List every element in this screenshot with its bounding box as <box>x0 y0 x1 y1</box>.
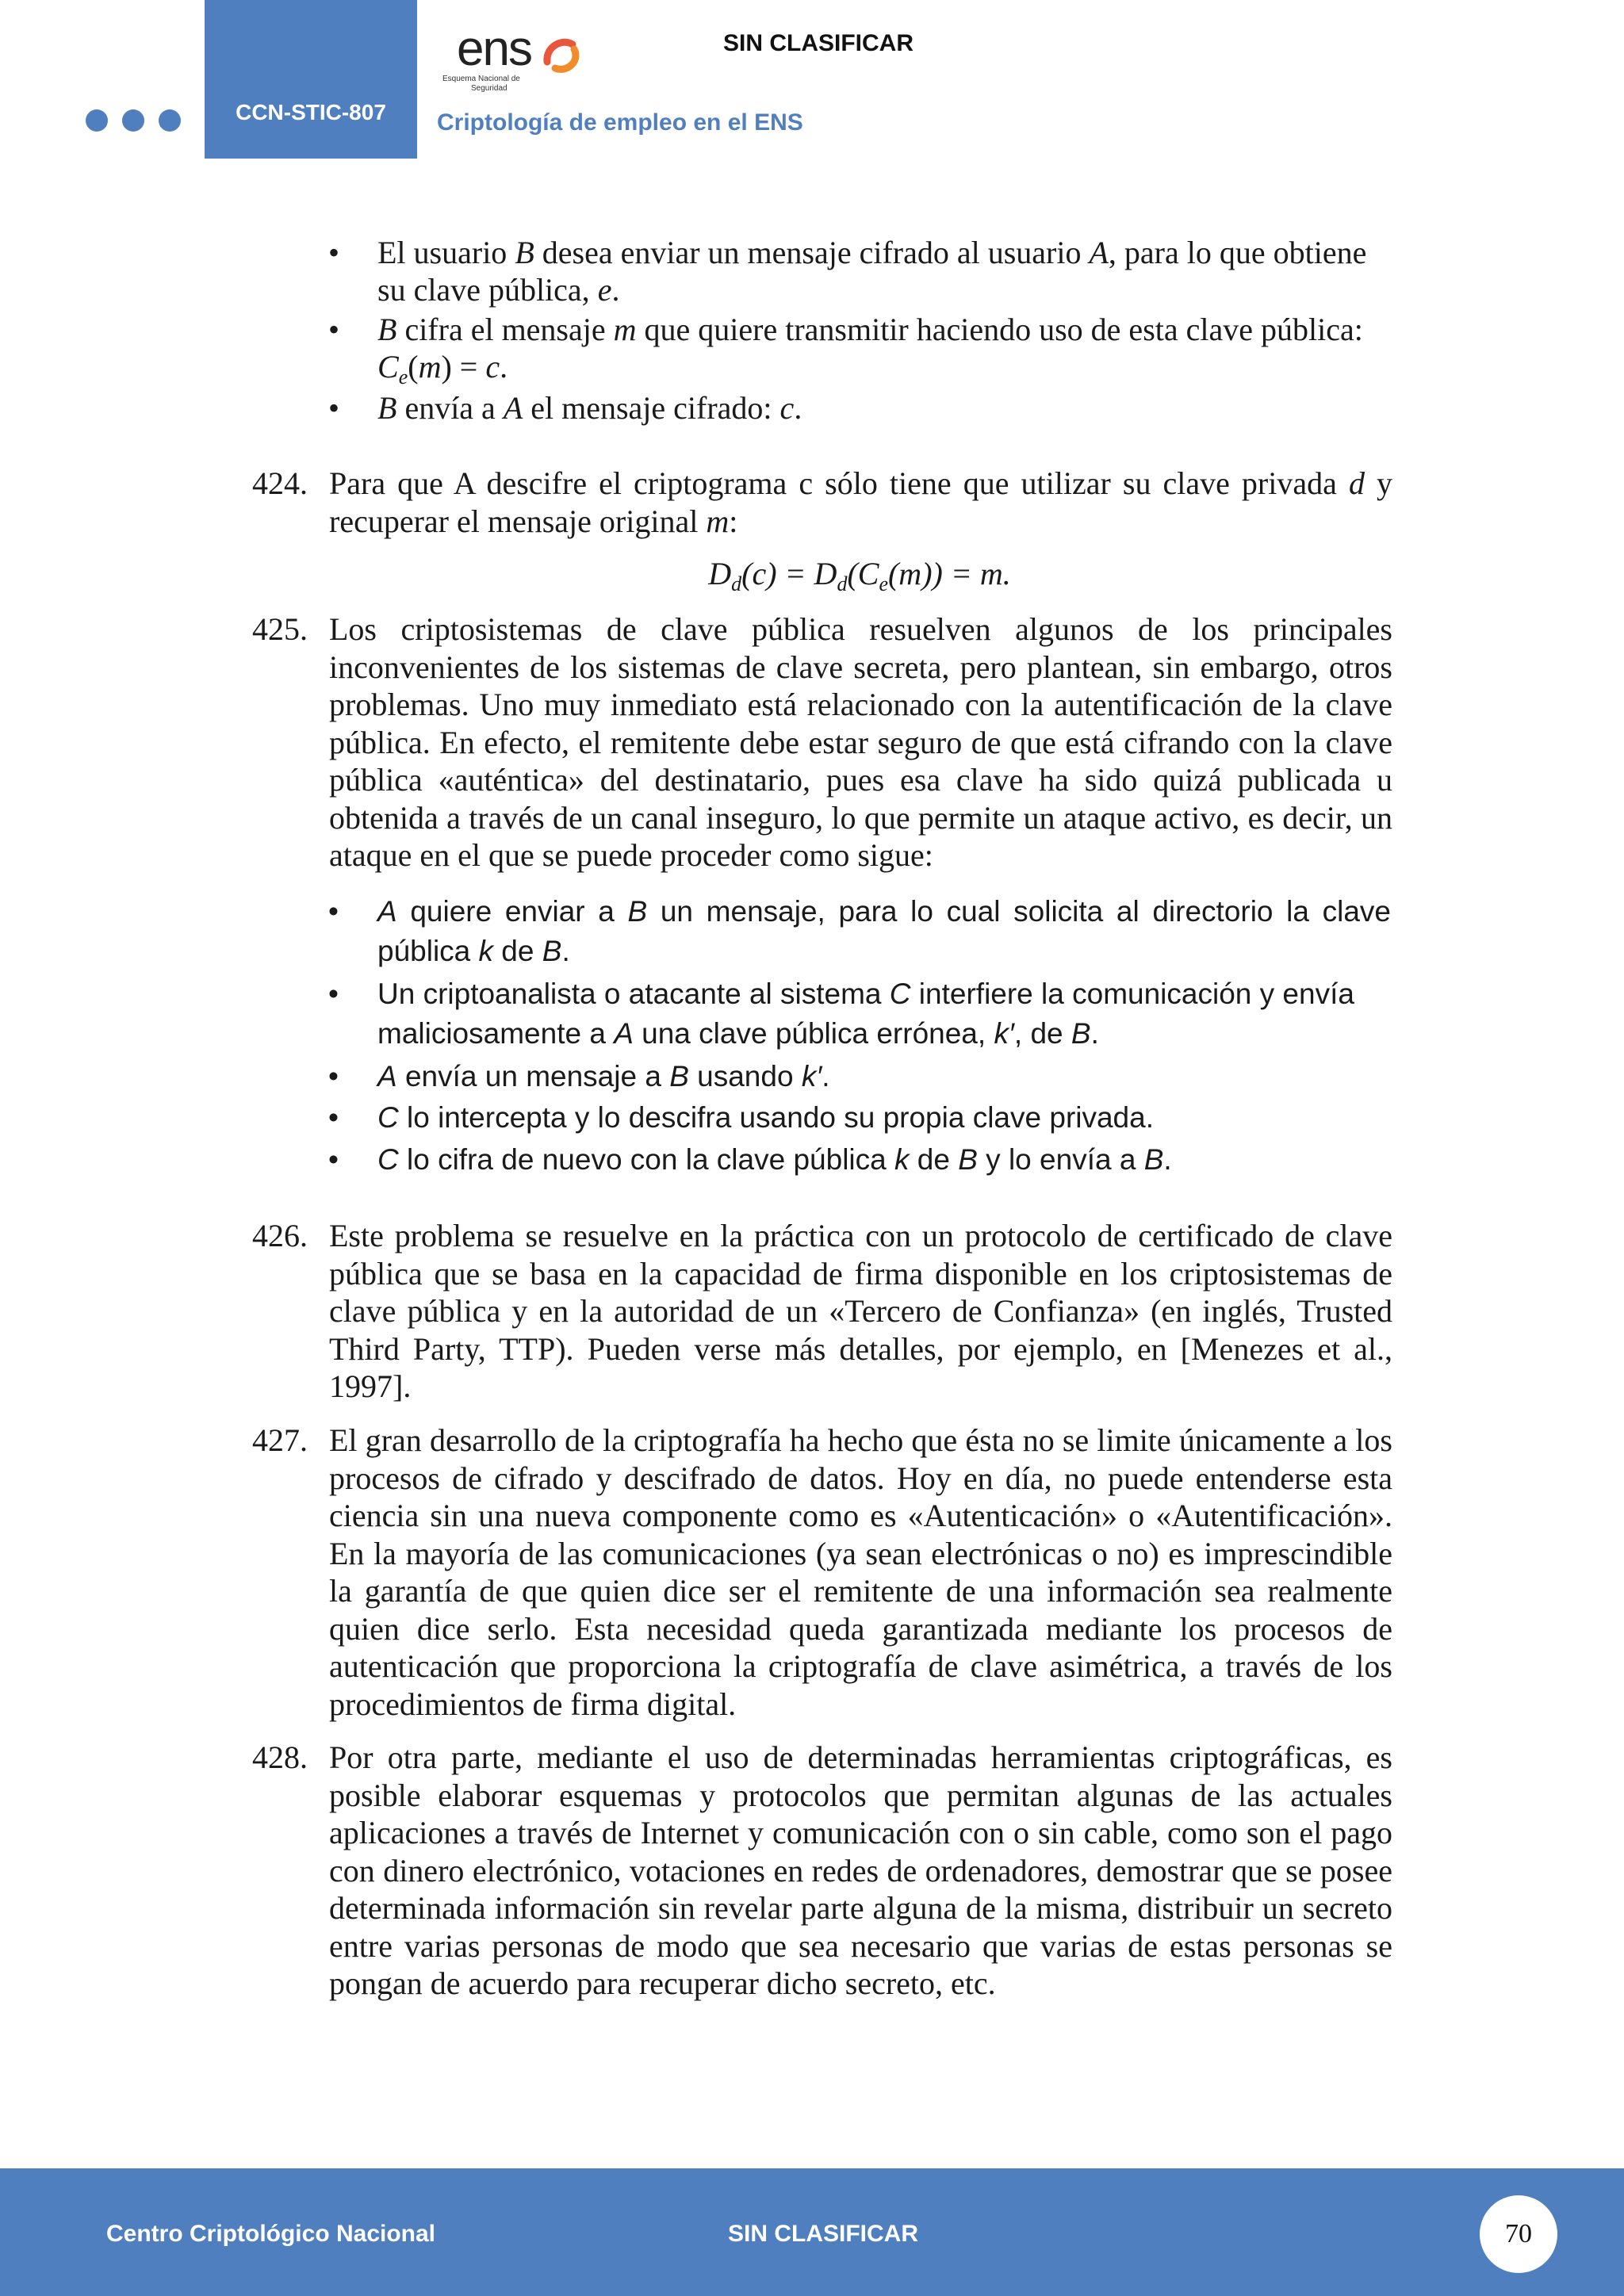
paragraph-number: 427. <box>252 1422 308 1458</box>
logo-swirl-icon <box>539 30 587 78</box>
dot-icon <box>86 109 108 132</box>
paragraph-number: 426. <box>252 1218 308 1253</box>
ens-logo <box>441 21 584 93</box>
bullet-icon: • <box>328 235 340 270</box>
list-item <box>328 1057 1391 1096</box>
logo-word: ens <box>457 21 531 76</box>
paragraph-text: El gran desarrollo de la criptografía ha hecho que ésta no se limite únicamente a los procesos de cifrado y descifrado de datos. Hoy en día, no puede entenderse esta ciencia sin una nueva componente como es «Autenticación» o «Autentificación». En la mayoría de las comunicaciones (ya sean electrónicas o no) es imprescindible la garantía de que quien dice ser el remitente de una información sea realmente quien dice serlo. Esta necesidad queda garantizada mediante los procesos de autenticación que proporciona la criptografía de clave asimétrica, a través de los procedimientos de firma digital. <box>329 1422 1392 1722</box>
header-title: Criptología de empleo en el ENS <box>437 109 803 136</box>
paragraph-426 <box>252 1217 1392 1406</box>
footer-classification: SIN CLASIFICAR <box>728 2221 918 2247</box>
dot-icon <box>122 109 144 132</box>
header-dots <box>86 109 181 132</box>
list-item <box>328 389 1391 427</box>
paragraph-number: 428. <box>252 1739 308 1775</box>
footer-org: Centro Criptológico Nacional <box>106 2221 436 2247</box>
list-item <box>328 311 1391 388</box>
list-item-text: Un criptoanalista o atacante al sistema C interfiere la comunicación y envía maliciosamente a A una clave pública errónea, k′, de B. <box>377 978 1354 1050</box>
bullet-icon: • <box>328 895 339 928</box>
list-item-text: C lo cifra de nuevo con la clave pública k de B y lo envía a B. <box>377 1143 1172 1176</box>
doc-code-box <box>205 0 417 159</box>
logo-subtitle-2: Seguridad <box>471 84 508 93</box>
list-item-text: B cifra el mensaje m que quiere transmitir haciendo uso de esta clave pública: $C_e(m) = c$. <box>377 312 1363 388</box>
formula: $D_d(c) = D_d(C_e(m)) = m$. <box>708 556 1011 595</box>
paragraph-number: 425. <box>252 611 308 647</box>
paragraph-number: 424. <box>252 465 308 501</box>
list-item <box>328 1098 1391 1138</box>
bullet-icon: • <box>328 1060 339 1093</box>
paragraph-428 <box>252 1739 1392 2003</box>
dot-icon <box>159 109 181 132</box>
paragraph-427 <box>252 1422 1392 1723</box>
list-item-text: B envía a A el mensaje cifrado: c. <box>377 390 802 426</box>
paragraph-425 <box>252 610 1392 874</box>
logo-subtitle-1: Esquema Nacional de <box>442 75 520 83</box>
page-number: 70 <box>1480 2195 1557 2273</box>
page-footer <box>0 2168 1624 2296</box>
list-item <box>328 974 1391 1054</box>
paragraph-text: Para que A descifre el criptograma c sólo tiene que utilizar su clave privada d y recuperar el mensaje original m: <box>329 465 1393 539</box>
bullet-icon: • <box>328 312 340 347</box>
paragraph-424 <box>252 465 1392 540</box>
bullet-icon: • <box>328 390 340 426</box>
list-item-text: A envía un mensaje a B usando k′. <box>377 1060 830 1093</box>
list-item-text: C lo intercepta y lo descifra usando su propia clave privada. <box>377 1101 1154 1134</box>
bullet-icon: • <box>328 1101 339 1134</box>
list-item-text: A quiere enviar a B un mensaje, para lo cual solicita al directorio la clave pública k de B. <box>377 895 1391 967</box>
list-item <box>328 234 1391 308</box>
bullet-icon: • <box>328 978 339 1010</box>
list-item-text: El usuario B desea enviar un mensaje cifrado al usuario A, para lo que obtiene su clave pública, e. <box>377 235 1367 308</box>
list-item <box>328 892 1391 971</box>
header-classification: SIN CLASIFICAR <box>723 30 914 56</box>
doc-code: CCN-STIC-807 <box>236 100 386 124</box>
paragraph-text: Los criptosistemas de clave pública resuelven algunos de los principales inconvenientes de los sistemas de clave secreta, pero plantean, sin embargo, otros problemas. Uno muy inmediato está relacionado con la autentificación de la clave pública. En efecto, el remitente debe estar seguro de que está cifrando con la clave pública «auténtica» del destinatario, pues esa clave ha sido quizá publicada u obtenida a través de un canal inseguro, lo que permite un ataque activo, es decir, un ataque en el que se puede proceder como sigue: <box>329 611 1392 873</box>
list-item <box>328 1140 1391 1180</box>
paragraph-text: Este problema se resuelve en la práctica con un protocolo de certificado de clave pública que se basa en la capacidad de firma disponible en los criptosistemas de clave pública y en la autoridad de un «Tercero de Confianza» (en inglés, Trusted Third Party, TTP). Pueden verse más detalles, por ejemplo, en [Menezes et al., 1997]. <box>329 1218 1392 1404</box>
paragraph-text: Por otra parte, mediante el uso de determinadas herramientas criptográficas, es posible elaborar esquemas y protocolos que permitan algunas de las actuales aplicaciones a través de Internet y comunicación con o sin cable, como son el pago con dinero electrónico, votaciones en redes de ordenadores, demostrar que se posee determinada información sin revelar parte alguna de la misma, distribuir un secreto entre varias personas de modo que sea necesario que varias de estas personas se pongan de acuerdo para recuperar dicho secreto, etc. <box>329 1739 1392 2001</box>
bullet-icon: • <box>328 1143 339 1176</box>
